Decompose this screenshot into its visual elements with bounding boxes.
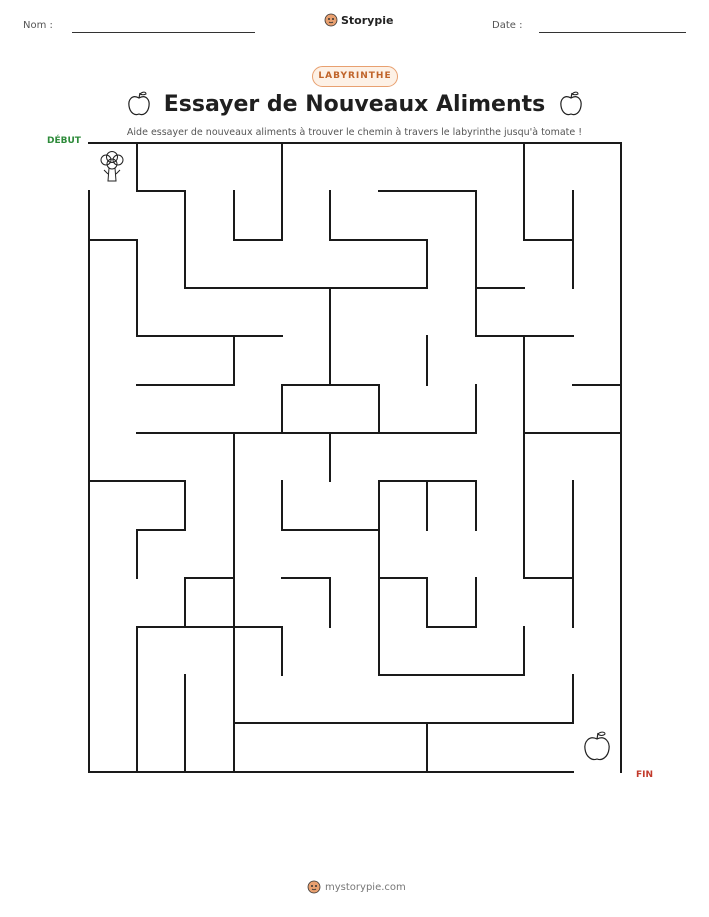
date-label: Date :: [492, 20, 523, 31]
broccoli-icon: [96, 150, 128, 184]
page-title: Essayer de Nouveaux Aliments: [163, 92, 546, 117]
footer-site[interactable]: mystorypie.com: [325, 881, 406, 893]
category-badge: LABYRINTHE: [312, 66, 398, 87]
tomato-icon: [582, 730, 612, 764]
end-label: FIN: [636, 770, 654, 780]
brand-name: Storypie: [341, 13, 394, 27]
start-label: DÉBUT: [47, 136, 81, 146]
storypie-mascot-icon: [307, 880, 321, 894]
name-label: Nom :: [23, 20, 53, 31]
footer: [307, 880, 406, 894]
instructions-text: Aide essayer de nouveaux aliments à trouver le chemin à travers le labyrinthe jusqu'à tomate !: [126, 127, 583, 138]
